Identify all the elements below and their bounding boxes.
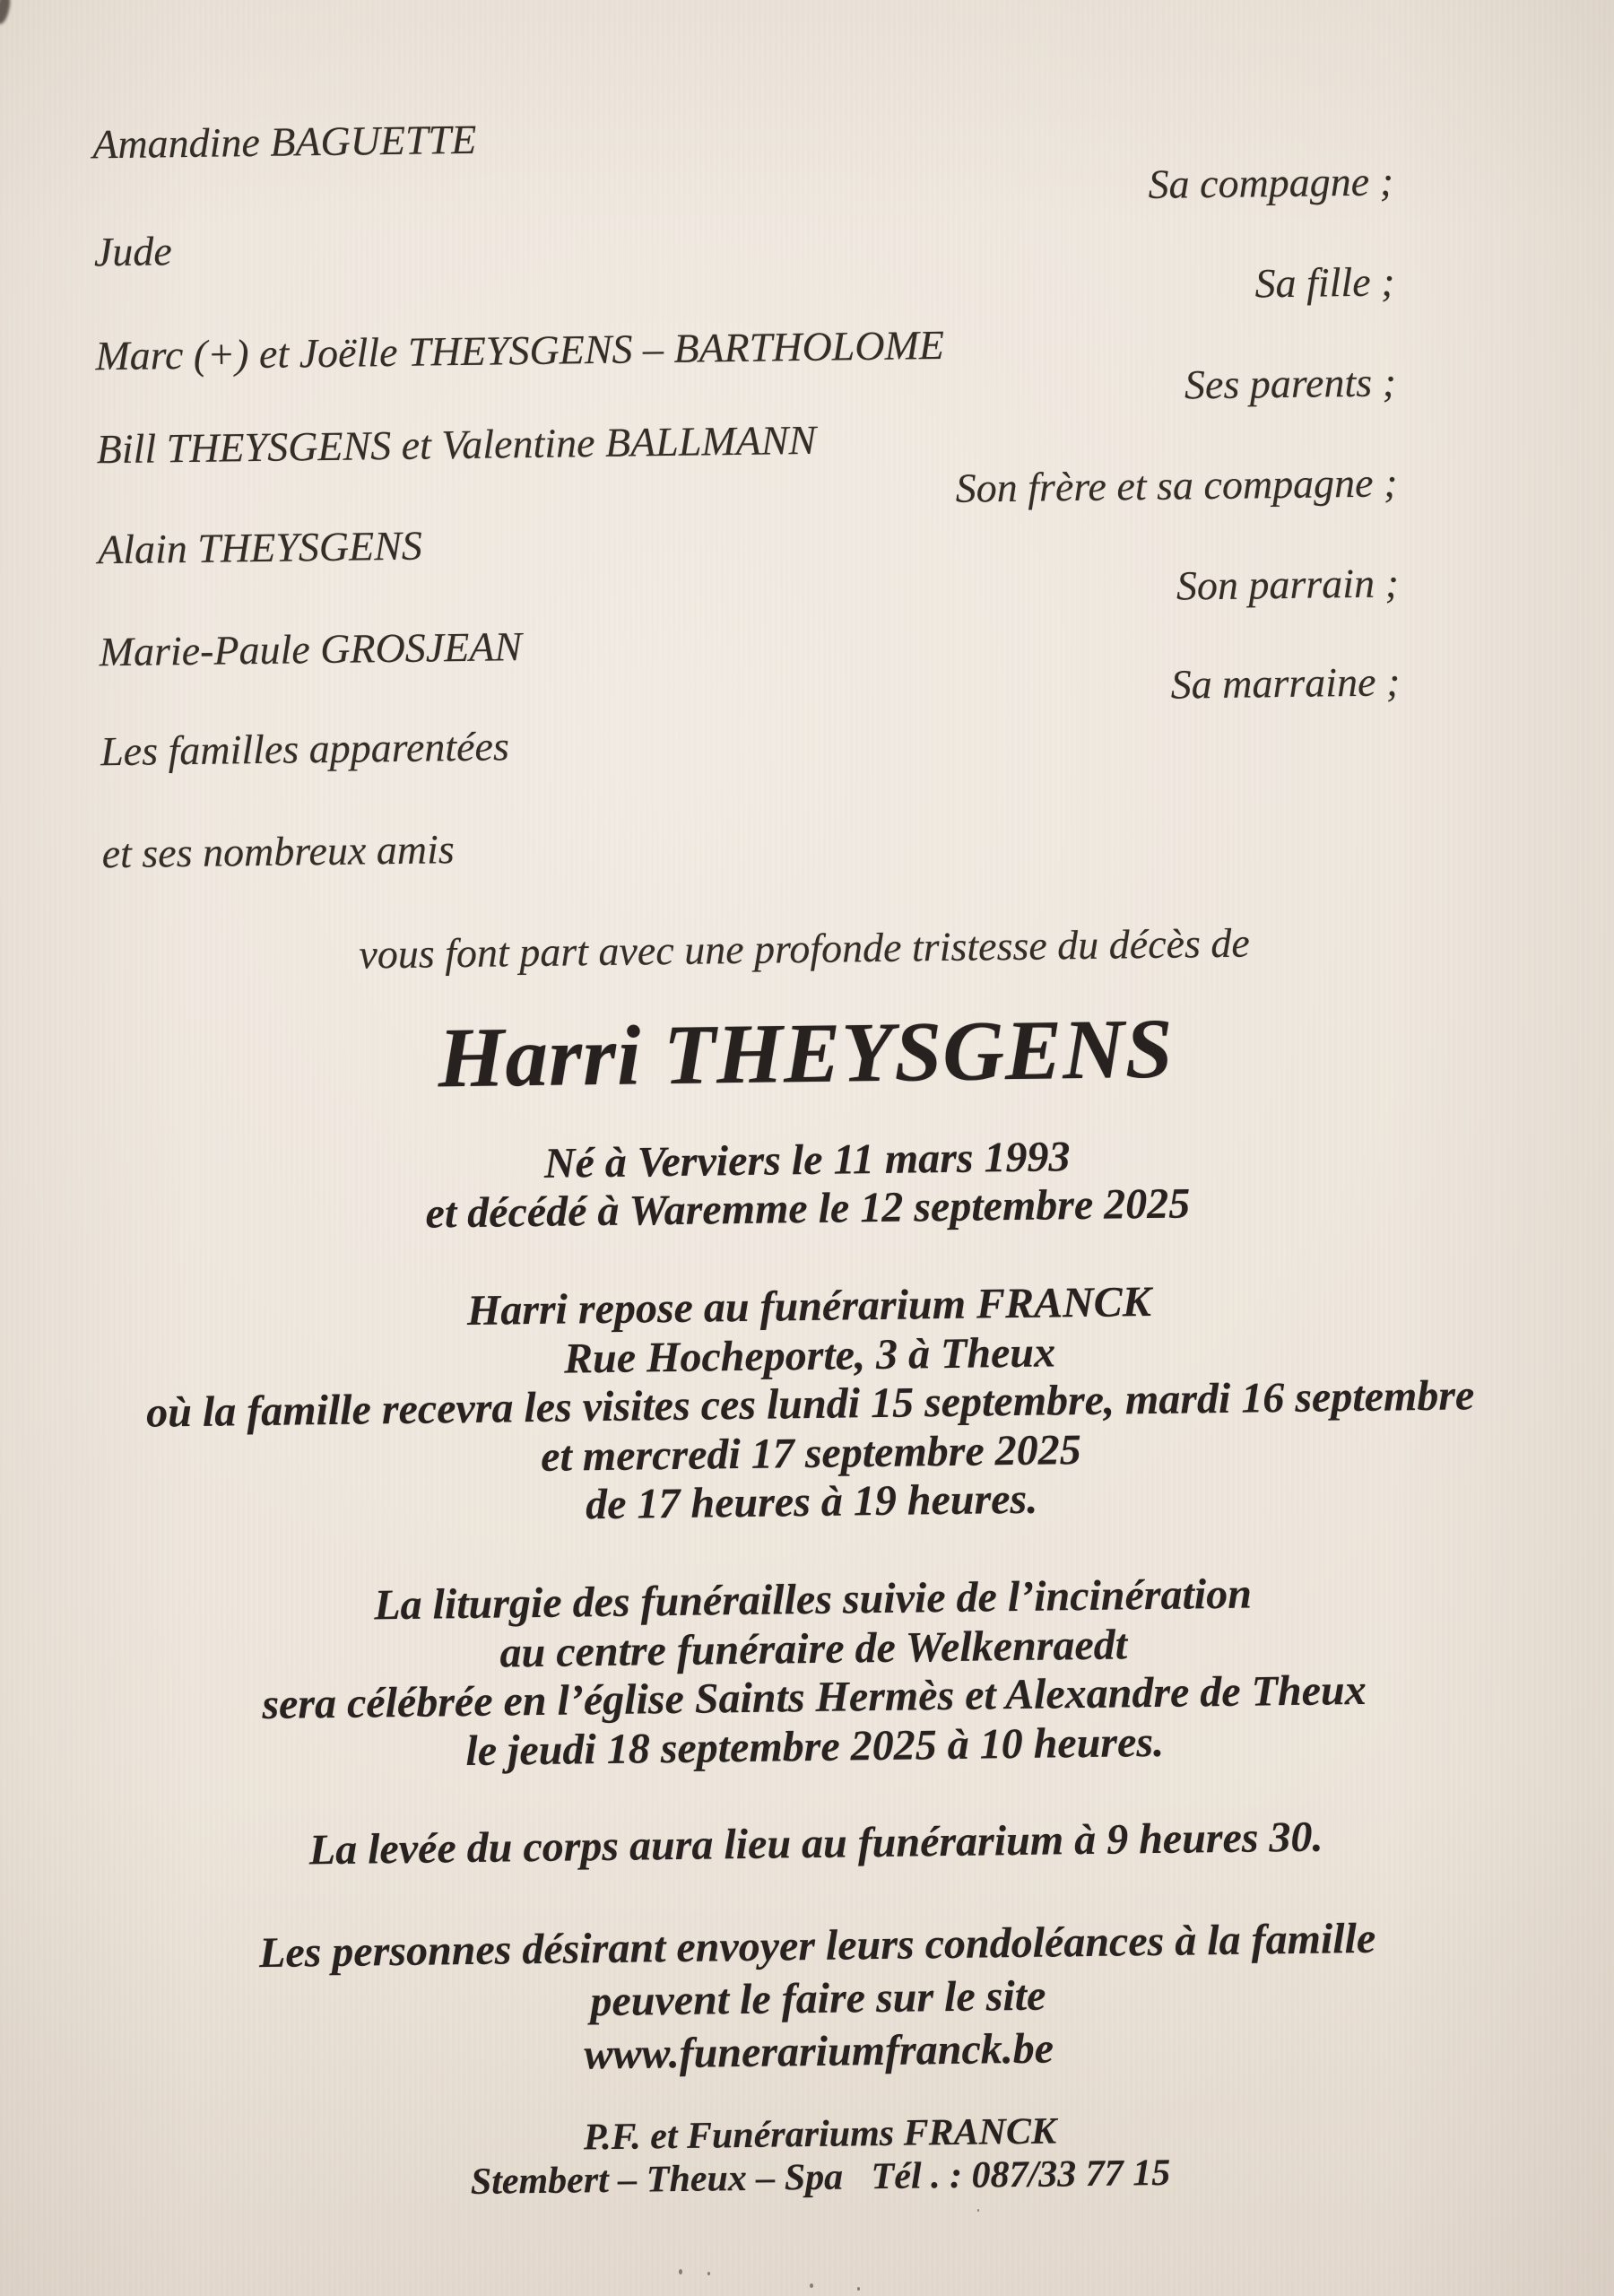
funeral-home-name: P.F. et Funérariums FRANCK [583, 2110, 1057, 2159]
repose-block [2, 1272, 1614, 1537]
mourner-relation: Son frère et sa compagne ; [955, 459, 1398, 511]
mourner-relation: Sa marraine ; [1170, 658, 1401, 708]
liturgy-block [5, 1565, 1614, 1782]
condolence-line: peuvent le faire sur le site [590, 1971, 1046, 2026]
deceased-name: Harri THEYSGENS [437, 1000, 1175, 1106]
repose-line: et mercredi 17 septembre 2025 [540, 1425, 1082, 1481]
mourner-name: Bill THEYSGENS et Valentine BALLMANN [96, 416, 817, 473]
condolences-block [10, 1909, 1614, 2089]
announcement-line: vous font part avec une profonde tristesse du décès de [359, 919, 1251, 978]
dust-speck [707, 2272, 710, 2275]
mourner-name: Les familles apparentées [100, 723, 510, 775]
dust-speck [977, 2209, 979, 2212]
mourner-relation: Son parrain ; [1176, 560, 1400, 609]
mourner-name: et ses nombreux amis [101, 826, 456, 877]
mourner-name: Marc (+) et Joëlle THEYSGENS – BARTHOLOME [95, 321, 945, 379]
levee-line: La levée du corps aura lieu au funérarium à 9 heures 30. [308, 1813, 1323, 1874]
mourner-relation: Sa fille ; [1254, 258, 1395, 307]
death-line: et décédé à Waremme le 12 septembre 2025 [425, 1179, 1191, 1238]
mourner-relation: Sa compagne ; [1148, 158, 1394, 207]
repose-line: de 17 heures à 19 heures. [585, 1474, 1038, 1529]
condolence-line: Les personnes désirant envoyer leurs condoléances à la famille [258, 1914, 1376, 1978]
liturgy-line: au centre funéraire de Welkenraedt [499, 1620, 1128, 1677]
dust-speck [810, 2283, 813, 2288]
website-text: www.funerariumfranck.be [584, 2024, 1054, 2079]
dust-speck [857, 2287, 860, 2291]
mourner-name: Alain THEYSGENS [97, 522, 423, 573]
mourner-name: Jude [93, 228, 173, 275]
dust-speck [679, 2269, 682, 2274]
repose-line: où la famille recevra les visites ces lundi 15 septembre, mardi 16 septembre [145, 1371, 1475, 1437]
funeral-home-block [13, 2102, 1614, 2210]
birth-line: Né à Verviers le 11 mars 1993 [543, 1133, 1071, 1187]
repose-line: Harri repose au funérarium FRANCK [466, 1277, 1152, 1335]
mourner-name: Amandine BAGUETTE [91, 116, 477, 168]
liturgy-line: sera célébrée en l’église Saints Hermès et Alexandre de Theux [262, 1665, 1367, 1729]
mourner-name: Marie-Paule GROSJEAN [99, 623, 523, 675]
mourner-relation: Ses parents ; [1184, 359, 1397, 408]
liturgy-line: La liturgie des funérailles suivie de l’incinération [373, 1570, 1253, 1630]
liturgy-line: le jeudi 18 septembre 2025 à 10 heures. [465, 1718, 1165, 1775]
repose-line: Rue Hocheporte, 3 à Theux [563, 1327, 1056, 1383]
funeral-home-locations: Stembert – Theux – Spa Tél . : 087/33 77 15 [470, 2152, 1171, 2204]
